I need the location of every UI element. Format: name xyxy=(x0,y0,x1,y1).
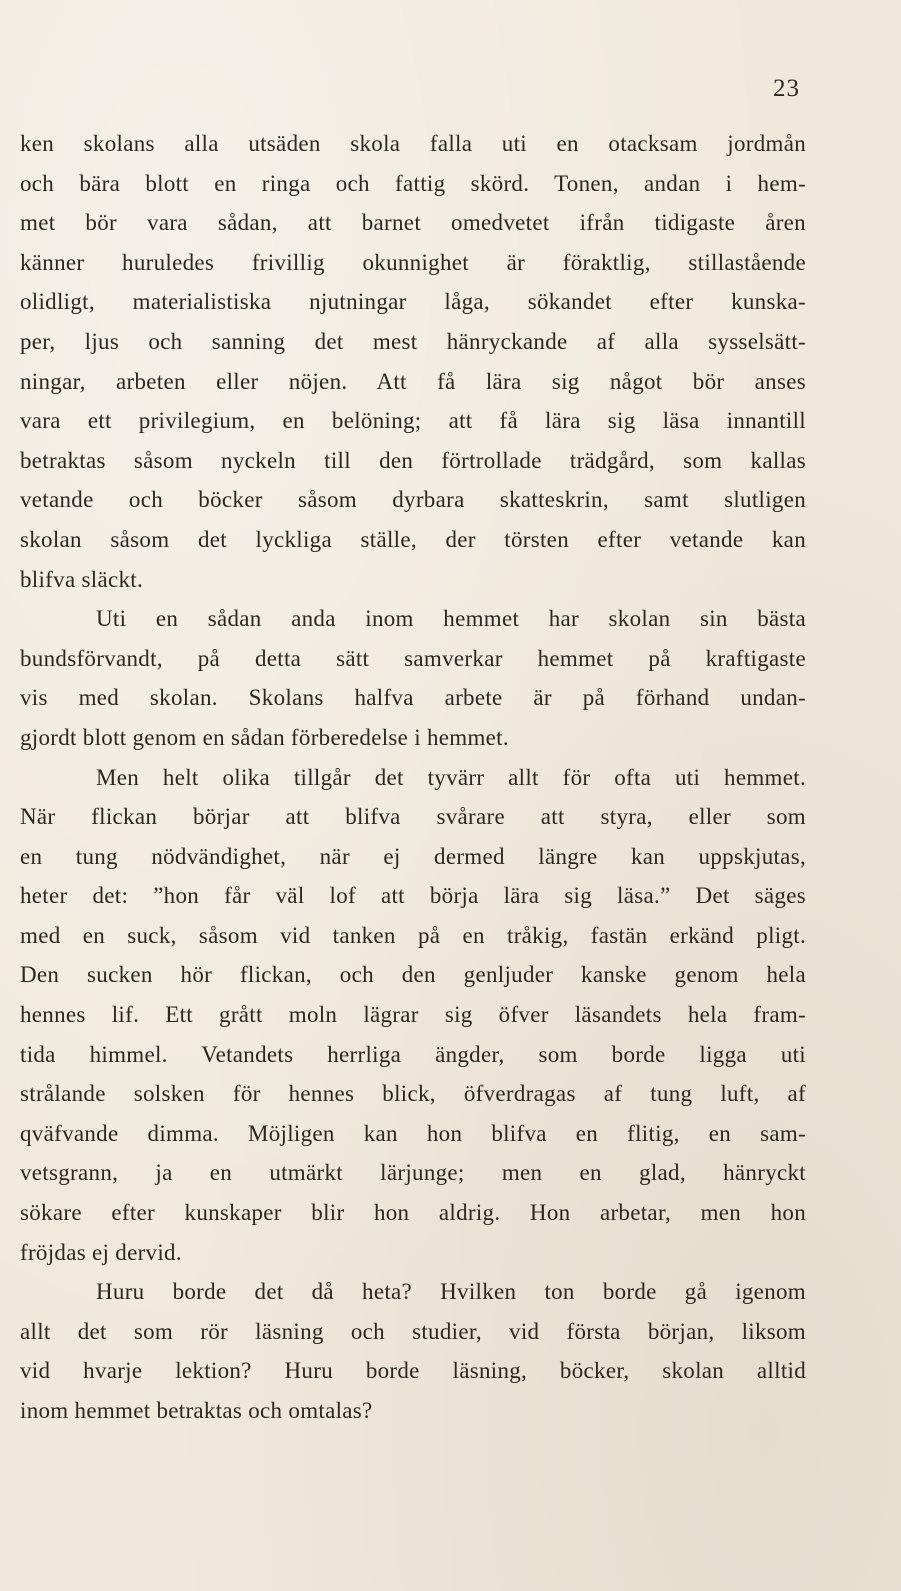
text-line: med en suck, såsom vid tanken på en tråkig, fastän erkänd pligt. xyxy=(20,922,806,948)
text-line: tida himmel. Vetandets herrliga ängder, som borde ligga uti xyxy=(20,1041,806,1067)
text-line: qväfvande dimma. Möjligen kan hon blifva en flitig, en sam- xyxy=(20,1120,806,1146)
text-line: gjordt blott genom en sådan förberedelse i hemmet. xyxy=(20,724,509,750)
text-line: olidligt, materialistiska njutningar låga, sökandet efter kunska- xyxy=(20,289,806,315)
text-line: vetsgrann, ja en utmärkt lärjunge; men en glad, hänryckt xyxy=(20,1160,806,1186)
text-line: Uti en sådan anda inom hemmet har skolan sin bästa xyxy=(96,606,806,632)
paragraph-3 xyxy=(20,758,806,1273)
text-line: inom hemmet betraktas och omtalas? xyxy=(20,1398,373,1423)
text-line: per, ljus och sanning det mest hänryckande af alla sysselsätt- xyxy=(20,328,806,354)
paragraph-1 xyxy=(20,124,806,599)
text-line: vis med skolan. Skolans halfva arbete är på förhand undan- xyxy=(20,685,806,711)
text-line: hennes lif. Ett grått moln lägrar sig öfver läsandets hela fram- xyxy=(20,1002,806,1028)
text-line: vetande och böcker såsom dyrbara skatteskrin, samt slutligen xyxy=(20,487,806,513)
paragraph-2 xyxy=(20,599,806,757)
text-line: ken skolans alla utsäden skola falla uti en otacksam jordmån xyxy=(20,131,806,156)
text-line: sökare efter kunskaper blir hon aldrig. Hon arbetar, men hon xyxy=(20,1200,806,1226)
text-line: Den sucken hör flickan, och den genljuder kanske genom hela xyxy=(20,962,806,988)
text-line: ningar, arbeten eller nöjen. Att få lära sig något bör anses xyxy=(20,368,806,394)
text-line: Huru borde det då heta? Hvilken ton borde gå igenom xyxy=(96,1279,806,1305)
text-line: När flickan börjar att blifva svårare att styra, eller som xyxy=(20,804,806,830)
text-line: betraktas såsom nyckeln till den förtrollade trädgård, som kallas xyxy=(20,447,806,473)
text-line: Men helt olika tillgår det tyvärr allt för ofta uti hemmet. xyxy=(96,764,806,790)
text-line: blifva släckt. xyxy=(20,566,143,592)
text-line: strålande solsken för hennes blick, öfverdragas af tung luft, af xyxy=(20,1081,806,1107)
text-line: en tung nödvändighet, när ej dermed längre kan uppskjutas, xyxy=(20,843,806,869)
text-line: skolan såsom det lyckliga ställe, der törsten efter vetande kan xyxy=(20,526,806,552)
paragraph-4 xyxy=(20,1272,806,1430)
body-text xyxy=(20,124,806,1431)
text-line: och bära blott en ringa och fattig skörd. Tonen, andan i hem- xyxy=(20,170,806,196)
text-line: met bör vara sådan, att barnet omedvetet ifrån tidigaste åren xyxy=(20,210,806,236)
text-line: bundsförvandt, på detta sätt samverkar hemmet på kraftigaste xyxy=(20,645,806,671)
text-line: vid hvarje lektion? Huru borde läsning, böcker, skolan alltid xyxy=(20,1358,806,1384)
text-line: känner huruledes frivillig okunnighet är föraktlig, stillastående xyxy=(20,249,806,275)
text-line: heter det: ”hon får väl lof att börja lära sig läsa.” Det säges xyxy=(20,883,806,909)
page-number: 23 xyxy=(773,75,800,102)
text-line: fröjdas ej dervid. xyxy=(20,1239,182,1265)
text-line: vara ett privilegium, en belöning; att få lära sig läsa innantill xyxy=(20,408,806,434)
text-line: allt det som rör läsning och studier, vid första början, liksom xyxy=(20,1318,806,1344)
